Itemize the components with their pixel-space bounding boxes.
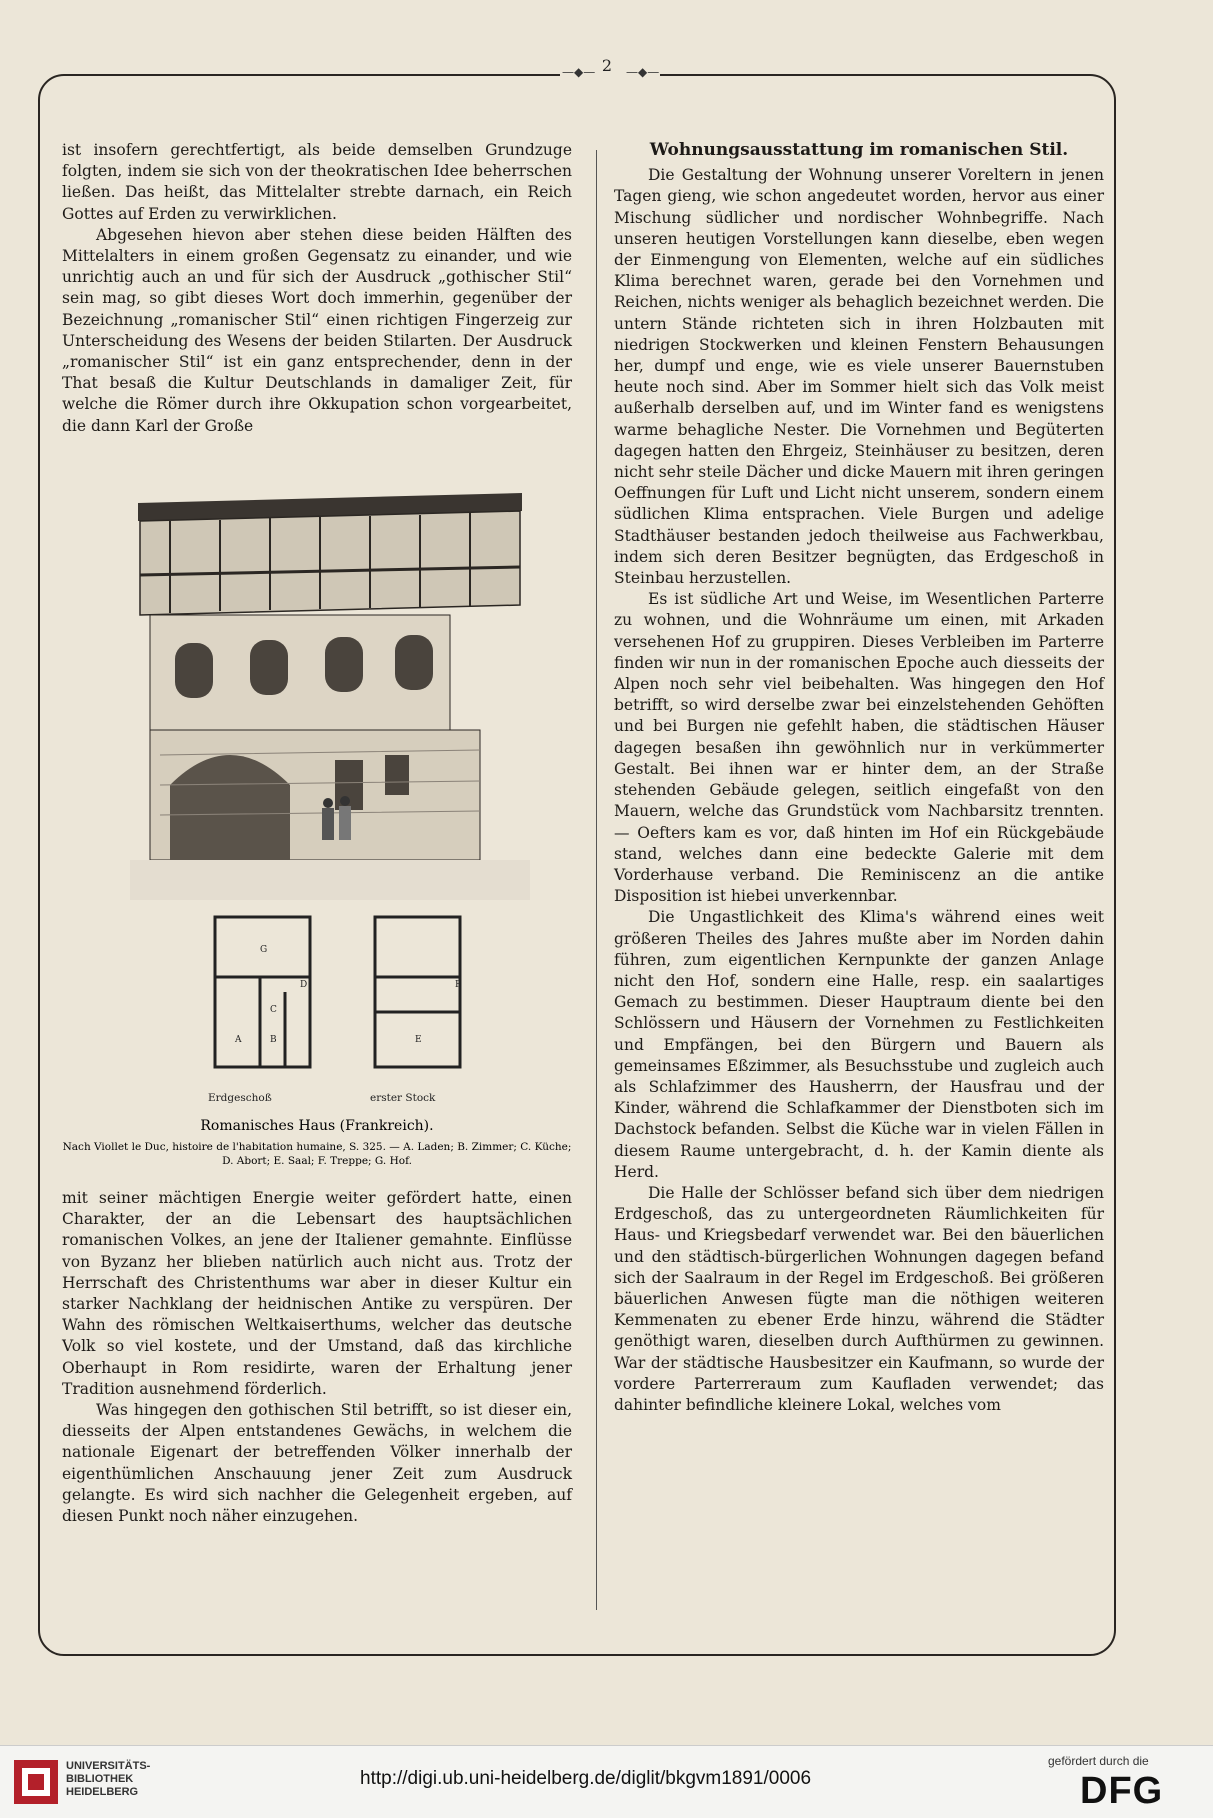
left-column-top (62, 140, 572, 437)
paragraph: mit seiner mächtigen Energie weiter gefördert hatte, einen Charakter, der an die Lebensart des hauptsächlichen romanischen Volkes, an jene der Italiener gemahnte. Einflüsse von Byzanz her blieben natürlich auch nicht aus. Trotz der Herrschaft des Christenthums war aber in dieser Kultur ein starker Nachklang der heidnischen Antike zu verspüren. Der Wahn des römischen Weltkaiserthums, welcher das deutsche Volk so viel kostete, und der Umstand, daß das kirchliche Oberhaupt in Rom residirte, waren der Erhaltung jener Tradition ausnehmend förderlich. (62, 1189, 572, 1398)
plan-label-first: erster Stock (370, 1092, 436, 1104)
floor-plans (205, 912, 485, 1087)
page-number: 2 (601, 56, 613, 75)
institution-name: UNIVERSITÄTS- BIBLIOTHEK HEIDELBERG (66, 1760, 151, 1798)
figure-source: Nach Viollet le Duc, histoire de l'habitation humaine, S. 325. — A. Laden; B. Zimmer; C. Küche; D. Abort; E. Saal; F. Treppe; G. Hof. (62, 1141, 572, 1167)
paragraph: Die Ungastlichkeit des Klima's während eines weit größeren Theiles des Jahres mußte aber im Norden dahin führen, zum eigentlichen Kernpunkte der ganzen Anlage nicht den Hof, sondern eine Halle, resp. ein saalartiges Gemach zu bestimmen. Dieser Hauptraum diente bei den Schlössern und Häusern der Vornehmen zu Festlichkeiten und Empfängen, bei den Bürgern und Bauern als gemeinsames Eßzimmer, als Besuchsstube und zugleich auch als Schlafzimmer des Hausherrn, der Hausfrau und der Kinder, während die Schlafkammer der Dienstboten sich im Dachstock befanden. Selbst die Küche war in vielen Fällen in diesem Raume untergebracht, d. h. der Kamin diente als Herd. (614, 908, 1104, 1181)
ornament-right-icon: —◆— (626, 65, 660, 79)
paragraph: Was hingegen den gothischen Stil betrifft, so ist dieser ein, diesseits der Alpen entstandenes Gewächs, in welchem die nationale Eigenart der betreffenden Völker innerhalb der eigenthümlichen Anschauung jener Zeit zum Ausdruck gelangte. Es wird sich nachher die Gelegenheit ergeben, auf diesen Punkt noch näher einzugehen. (62, 1401, 572, 1526)
plan-label-ground: Erdgeschoß (208, 1092, 272, 1104)
romanesque-house-illustration (130, 485, 530, 900)
plan-letter: G (260, 945, 268, 955)
plan-letter: B (270, 1035, 277, 1045)
dfg-logo: DFG (1080, 1770, 1164, 1812)
paragraph: Es ist südliche Art und Weise, im Wesentlichen Parterre zu wohnen, und die Wohnräume um einen, mit Arkaden versehenen Hof zu gruppiren. Dieses Verbleiben im Parterre finden wir nun in der romanischen Epoche auch diesseits der Alpen noch sehr viel beibehalten. Was hingegen den Hof betrifft, so wird derselbe zwar bei einzelstehenden Gehöften und bei Burgen nie gefehlt haben, die städtischen Häuser dagegen besaßen ihn gewöhnlich nur in verkümmerter Gestalt. Bei ihnen war er hinter dem, an der Straße stehenden Gebäude gelegen, seitlich eingefaßt von den Mauern, welche das Grundstück vom Nachbarsitz trennten. — Oefters kam es vor, daß hinten im Hof ein Rückgebäude stand, welches dann eine bedeckte Galerie mit dem Vorderhause verband. Die Reminiscenz an die antike Disposition ist hiebei unverkennbar. (614, 590, 1104, 906)
column-divider (596, 150, 597, 1610)
plan-letter: F (455, 980, 462, 990)
plan-letter: C (270, 1005, 277, 1015)
viewer-footer (0, 1745, 1213, 1818)
section-heading: Wohnungsausstattung im romanischen Stil. (649, 140, 1069, 160)
permalink[interactable]: http://digi.ub.uni-heidelberg.de/diglit/bkgvm1891/0006 (360, 1768, 812, 1789)
funding-label: gefördert durch die (1048, 1754, 1149, 1768)
figure-caption: Romanisches Haus (Frankreich). (200, 1118, 434, 1134)
paragraph: Abgesehen hievon aber stehen diese beiden Hälften des Mittelalters in einem großen Gegensatz zu einander, und wie unrichtig auch an und für sich der Ausdruck „gothischer Stil“ sein mag, so gibt dieses Wort doch immerhin, gegenüber der Bezeichnung „romanischer Stil“ einen richtigen Fingerzeig zur Unterscheidung des Wesens der beiden Stilarten. Der Ausdruck „romanischer Stil“ ist ein ganz entsprechender, denn in der That besaß die Kultur Deutschlands in damaliger Zeit, für welche die Römer durch ihre Okkupation schon vorgearbeitet, die dann Karl der Große (62, 225, 572, 435)
paragraph: Die Gestaltung der Wohnung unserer Voreltern in jenen Tagen gieng, wie schon angedeutet worden, hervor aus einer Mischung südlicher und nordischer Wohnbegriffe. Nach unseren heutigen Vorstellungen kann dieselbe, eben wegen der Einmengung von Elementen, welche auf ein südliches Klima berechnet waren, gerade bei den Vornehmen und Reichen, nichts weniger als behaglich bezeichnet werden. Die untern Stände richteten sich in ihren Holzbauten mit niedrigen Stockwerken und kleinen Fenstern Behausungen her, dumpf und enge, wie es viele unserer Bauernstuben heute noch sind. Aber im Sommer hielt sich das Volk meist außerhalb derselben auf, und im Winter fand es wenigstens warme behagliche Nester. Die Vornehmen und Begüterten dagegen hatten den Ehrgeiz, Steinhäuser zu besitzen, deren nicht sehr steile Dächer und dicke Mauern mit ihren geringen Oeffnungen für Luft und Licht nicht unserem, sondern einem südlichen Klima entsprachen. Viele Burgen und adelige Stadthäuser bestanden jedoch theilweise aus Fachwerkbau, indem sich deren Besitzer begnügten, das Erdgeschoß in Steinbau herzustellen. (614, 166, 1104, 588)
ornament-left-icon: —◆— (562, 65, 596, 79)
plan-letter: E (415, 1035, 422, 1045)
paragraph: ist insofern gerechtfertigt, als beide demselben Grundzuge folgten, indem sie sich von der theokratischen Idee beherrschen ließen. Das heißt, das Mittelalter strebte darnach, ein Reich Gottes auf Erden zu verwirklichen. (62, 141, 572, 223)
paragraph: Die Halle der Schlösser befand sich über dem niedrigen Erdgeschoß, das zu untergeordneten Räumlichkeiten für Haus- und Kriegsbedarf verwendet war. Bei den bäuerlichen und den städtisch-bürgerlichen Wohnungen dagegen befand sich der Saalraum in der Regel im Erdgeschoß. Bei größeren bäuerlichen Anwesen fügte man die nöthigen weiteren Kemmenaten zu ebener Erde hinzu, während die Städter genöthigt waren, dieselben durch Aufthürmen zu gewinnen. War der städtische Hausbesitzer ein Kaufmann, so wurde der vordere Parterreraum zum Kaufladen verwendet; das dahinter befindliche kleinere Lokal, welches vom (614, 1183, 1104, 1414)
university-logo-icon (14, 1760, 58, 1804)
left-column-bottom (62, 1188, 572, 1527)
plan-letter: D (300, 980, 308, 990)
right-column (614, 140, 1104, 1416)
plan-letter: A (235, 1035, 242, 1045)
